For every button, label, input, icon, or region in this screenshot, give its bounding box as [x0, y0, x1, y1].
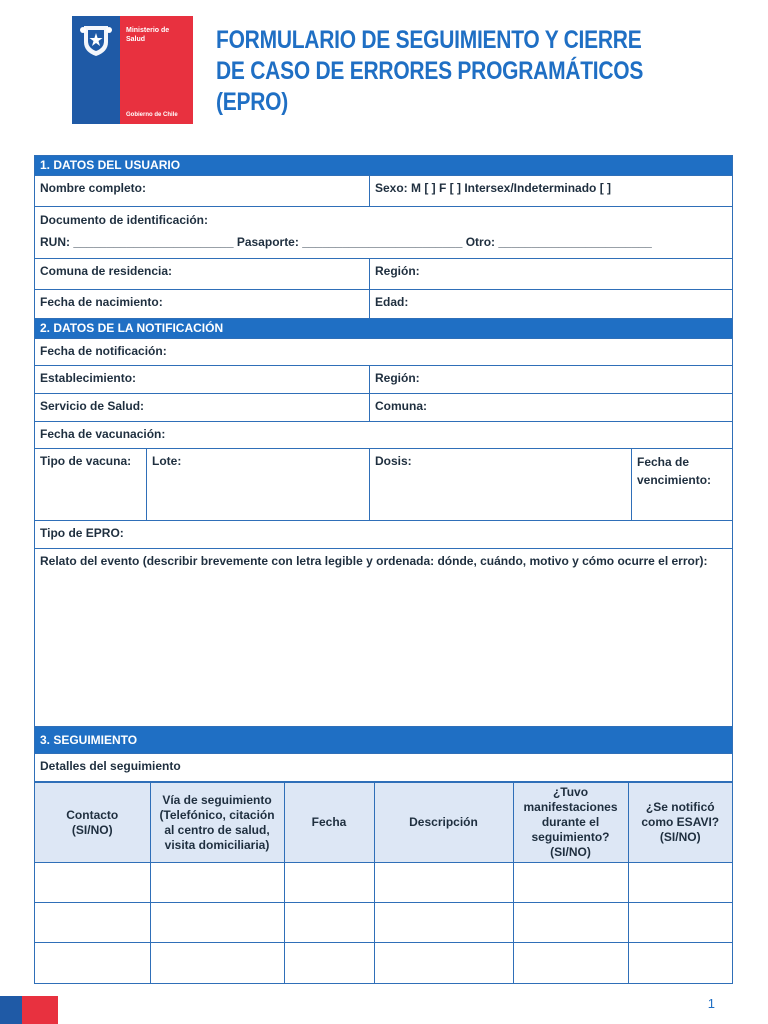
region-usuario-label: Región:: [375, 264, 420, 278]
seguimiento-table: [35, 782, 732, 983]
table-row: [35, 943, 732, 983]
row-documento: [35, 207, 732, 259]
col-fecha: Fecha: [284, 783, 374, 863]
fecha-nacimiento-field[interactable]: [35, 290, 370, 318]
tipo-vacuna-field[interactable]: [35, 449, 147, 520]
dosis-label: Dosis:: [375, 454, 412, 468]
fecha-vacunacion-label: Fecha de vacunación:: [40, 427, 166, 441]
edad-field[interactable]: [370, 290, 732, 318]
page-number: 1: [707, 996, 715, 1011]
table-cell[interactable]: [374, 903, 513, 943]
nombre-label: Nombre completo:: [40, 181, 147, 195]
establecimiento-label: Establecimiento:: [40, 371, 137, 385]
row-fecha-vacunacion: [35, 422, 732, 449]
fecha-vencimiento-field[interactable]: [632, 449, 732, 520]
table-cell[interactable]: [150, 943, 284, 983]
region-notificacion-label: Región:: [375, 371, 420, 385]
comuna-notificacion-field[interactable]: [370, 394, 732, 421]
fecha-vencimiento-label: Fecha de vencimiento:: [637, 455, 712, 487]
servicio-salud-label: Servicio de Salud:: [40, 399, 145, 413]
fecha-notificacion-field[interactable]: [35, 339, 732, 365]
lote-field[interactable]: [147, 449, 370, 520]
documento-field[interactable]: [35, 207, 732, 258]
table-cell[interactable]: [284, 943, 374, 983]
table-cell[interactable]: [628, 903, 732, 943]
logo-red-band: [120, 16, 193, 124]
row-fecha-edad: [35, 290, 732, 319]
logo-blue-band: [72, 16, 120, 124]
table-cell[interactable]: [513, 943, 628, 983]
table-cell[interactable]: [150, 863, 284, 903]
relato-label: Relato del evento (describir brevemente con letra legible y ordenada: dónde, cuándo, motivo y cómo ocurre el error):: [40, 554, 708, 568]
col-via-seguimiento: Vía de seguimiento (Telefónico, citación al centro de salud, visita domiciliaria): [150, 783, 284, 863]
table-cell[interactable]: [513, 863, 628, 903]
col-esavi: ¿Se notificó como ESAVI? (SI/NO): [628, 783, 732, 863]
fecha-vacunacion-field[interactable]: [35, 422, 732, 448]
relato-field[interactable]: [35, 549, 732, 726]
table-cell[interactable]: [35, 903, 150, 943]
detalles-label: Detalles del seguimiento: [40, 759, 181, 773]
coat-of-arms-icon: [78, 20, 114, 58]
region-usuario-field[interactable]: [370, 259, 732, 289]
footer-blue-band: [0, 996, 22, 1024]
logo-gobierno-text: Gobierno de Chile: [126, 112, 178, 118]
table-cell[interactable]: [628, 863, 732, 903]
sexo-field[interactable]: [370, 176, 732, 206]
col-manifestaciones: ¿Tuvo manifestaciones durante el seguimiento? (SI/NO): [513, 783, 628, 863]
table-cell[interactable]: [374, 863, 513, 903]
table-row: [35, 863, 732, 903]
table-cell[interactable]: [35, 863, 150, 903]
sexo-label: Sexo: M [ ] F [ ] Intersex/Indeterminado [ ]: [375, 181, 612, 195]
row-fecha-notificacion: [35, 339, 732, 366]
col-descripcion: Descripción: [374, 783, 513, 863]
run-pasaporte-otro-line: RUN: ________________________ Pasaporte: ________________________ Otro: _______________________: [40, 235, 652, 249]
establecimiento-field[interactable]: [35, 366, 370, 393]
detalles-seguimiento: [35, 754, 732, 781]
table-cell[interactable]: [513, 903, 628, 943]
row-nombre-sexo: [35, 176, 732, 207]
fecha-notificacion-label: Fecha de notificación:: [40, 344, 167, 358]
tipo-vacuna-label: Tipo de vacuna:: [40, 454, 132, 468]
section-2-heading: 2. DATOS DE LA NOTIFICACIÓN: [35, 319, 732, 339]
region-notificacion-field[interactable]: [370, 366, 732, 393]
servicio-salud-field[interactable]: [35, 394, 370, 421]
fecha-nacimiento-label: Fecha de nacimiento:: [40, 295, 163, 309]
row-vacuna-details: [35, 449, 732, 521]
table-cell[interactable]: [35, 943, 150, 983]
table-cell[interactable]: [284, 863, 374, 903]
page-title: [216, 25, 653, 118]
row-comuna-region: [35, 259, 732, 290]
comuna-residencia-label: Comuna de residencia:: [40, 264, 173, 278]
row-servicio-comuna: [35, 394, 732, 422]
comuna-residencia-field[interactable]: [35, 259, 370, 289]
table-row: [35, 903, 732, 943]
nombre-field[interactable]: [35, 176, 370, 206]
tipo-epro-field[interactable]: [35, 521, 732, 548]
ministry-logo: [72, 16, 193, 124]
row-establecimiento-region: [35, 366, 732, 394]
documento-label: Documento de identificación:: [40, 213, 209, 227]
logo-ministerio-text: Ministerio de Salud: [126, 27, 170, 43]
dosis-field[interactable]: [370, 449, 632, 520]
row-tipo-epro: [35, 521, 732, 549]
table-cell[interactable]: [150, 903, 284, 943]
table-cell[interactable]: [628, 943, 732, 983]
table-cell[interactable]: [284, 903, 374, 943]
title-line-1: FORMULARIO DE SEGUIMIENTO Y CIERRE: [216, 26, 642, 54]
col-contacto: Contacto (SI/NO): [35, 783, 150, 863]
title-line-3: (EPRO): [216, 88, 288, 116]
row-detalles: [35, 754, 732, 782]
lote-label: Lote:: [152, 454, 182, 468]
section-1-heading: 1. DATOS DEL USUARIO: [35, 156, 732, 176]
section-3-heading: 3. SEGUIMIENTO: [35, 727, 732, 754]
comuna-notificacion-label: Comuna:: [375, 399, 427, 413]
row-relato: [35, 549, 732, 727]
footer-red-band: [22, 996, 58, 1024]
edad-label: Edad:: [375, 295, 409, 309]
title-line-2: DE CASO DE ERRORES PROGRAMÁTICOS: [216, 57, 644, 85]
form-table: [34, 155, 733, 984]
table-cell[interactable]: [374, 943, 513, 983]
tipo-epro-label: Tipo de EPRO:: [40, 526, 124, 540]
seguimiento-header-row: [35, 783, 732, 863]
